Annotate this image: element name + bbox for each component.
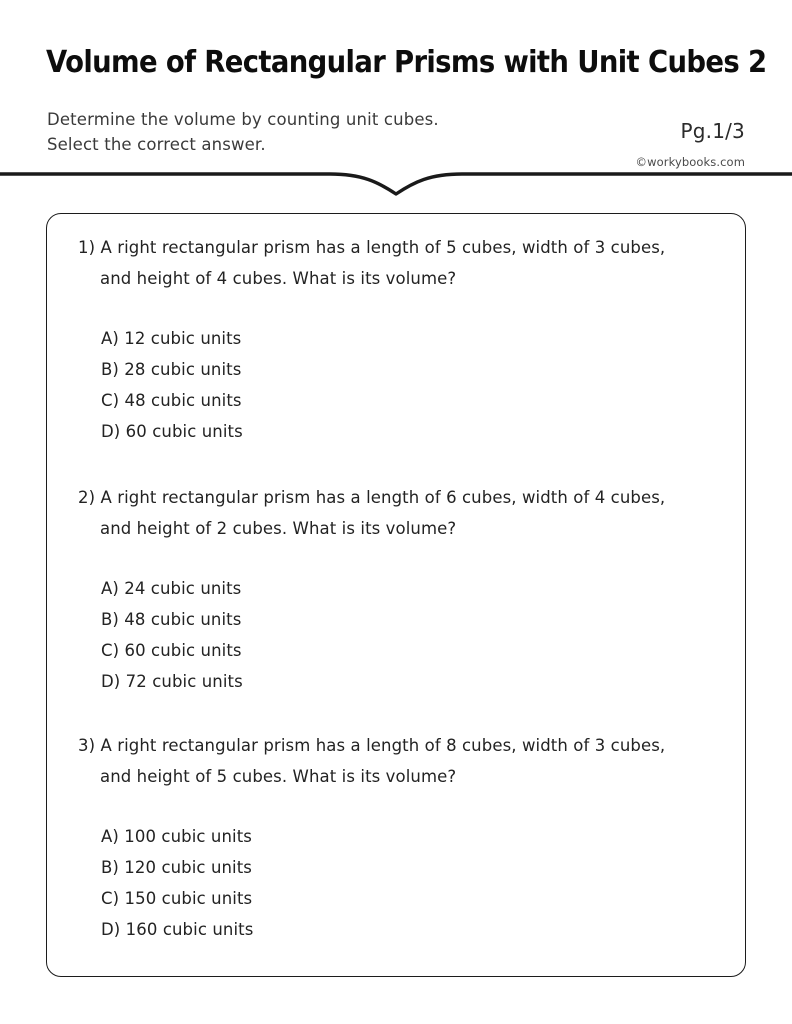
answer-option-b[interactable]: B) 120 cubic units [101,858,253,877]
copyright-notice: ©workybooks.com [635,155,745,169]
question-line-1: 1) A right rectangular prism has a length of 5 cubes, width of 3 cubes, [78,238,666,257]
answer-option-b[interactable]: B) 28 cubic units [101,360,242,379]
answer-option-d[interactable]: D) 160 cubic units [101,920,254,939]
question-line-1: 2) A right rectangular prism has a length of 6 cubes, width of 4 cubes, [78,488,666,507]
question-line-2: and height of 4 cubes. What is its volume? [100,269,457,288]
answer-option-c[interactable]: C) 60 cubic units [101,641,242,660]
question-text [47,482,747,544]
answer-options-list [47,323,747,447]
question-text [47,730,747,792]
answer-option-b[interactable]: B) 48 cubic units [101,610,242,629]
answer-options-list [47,573,747,697]
answer-option-a[interactable]: A) 24 cubic units [101,579,242,598]
page-indicator: Pg.1/3 [680,119,745,143]
questions-card [46,213,746,977]
answer-option-c[interactable]: C) 48 cubic units [101,391,242,410]
instruction-line-1: Determine the volume by counting unit cubes. [47,110,439,129]
question-text [47,232,747,294]
question-block [47,482,747,697]
worksheet-header [0,0,792,190]
answer-option-d[interactable]: D) 72 cubic units [101,672,243,691]
notch-divider-icon [0,168,792,202]
question-line-2: and height of 2 cubes. What is its volume? [100,519,457,538]
instruction-line-2: Select the correct answer. [47,135,266,154]
answer-option-a[interactable]: A) 100 cubic units [101,827,252,846]
question-line-1: 3) A right rectangular prism has a length of 8 cubes, width of 3 cubes, [78,736,666,755]
answer-options-list [47,821,747,945]
question-line-2: and height of 5 cubes. What is its volume? [100,767,457,786]
answer-option-d[interactable]: D) 60 cubic units [101,422,243,441]
question-block [47,730,747,945]
instructions-block [47,107,439,157]
answer-option-c[interactable]: C) 150 cubic units [101,889,253,908]
page-title: Volume of Rectangular Prisms with Unit Cubes 2 [46,45,767,80]
question-block [47,232,747,447]
answer-option-a[interactable]: A) 12 cubic units [101,329,242,348]
